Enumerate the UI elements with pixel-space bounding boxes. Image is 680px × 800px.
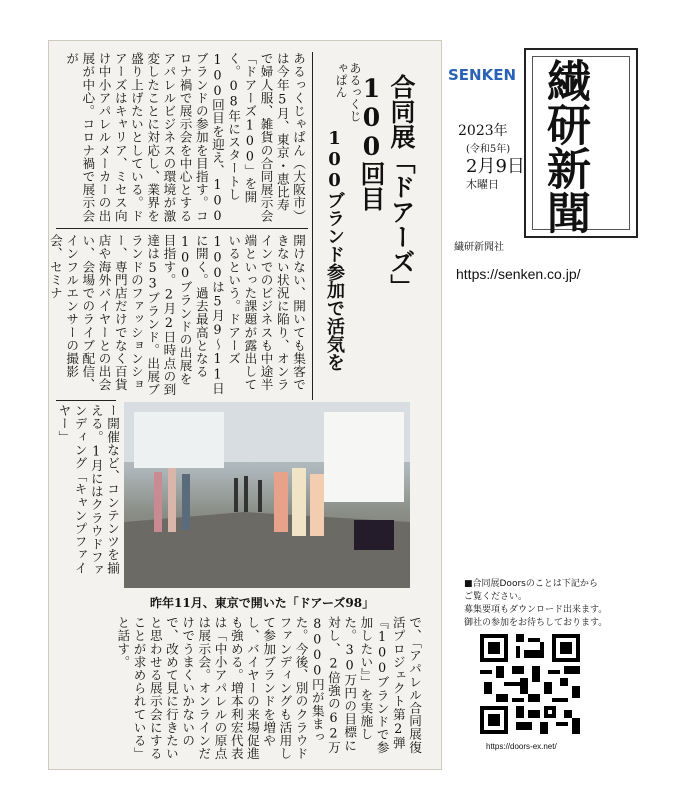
issue-weekday: 木曜日 (466, 178, 499, 191)
tier-divider (56, 228, 308, 229)
article-headline: 合同展「ドアーズ」100回目 (357, 74, 416, 299)
issue-year: 2023年 (458, 123, 508, 139)
senken-url-link[interactable]: https://senken.co.jp/ (456, 266, 581, 282)
doors-notice (464, 578, 654, 630)
qr-code-icon[interactable] (480, 634, 580, 734)
column-divider-left (56, 400, 116, 401)
publisher-name: 繊研新聞社 (454, 242, 504, 253)
notice-line: ご覧ください。 (464, 592, 528, 602)
article-kicker: あるっくじゃぱん (334, 62, 362, 122)
article-body-upper-right: 開けない、開いても集客できない状況に陥り、オンラインでのビジネスも中途半端といった課題が露出しているという。ドアーズ100は5月9〜11日に開く。過去最高となる100ブランドの出展を目指す。2月2日時点の到達は53ブランド。出展ブランドのファッションショー、専門店だけでなく百貨店や海外バイヤーとの出会い、会場でのライブ配信、インフルエンサーの撮影会、セミナ (47, 234, 306, 397)
notice-line: 募集要項もダウンロード出来ます。 (464, 605, 608, 615)
notice-line: 御社の参加をお待ちしております。 (464, 618, 608, 628)
article-body-bottom: で、「アパレル合同展復活プロジェクト第2弾『100ブランドで参加したい』」を実施した。30万円の目標に対し、2倍強の62万8000円が集まった。今後、別のクラウドファンディングも活用して参加ブランドを増やし、バイヤーの来場促進も強める。増本利宏代表は「中小アパレルの原点は展示会。オンラインだけでうまくいかないので、改めて見に行きたいと思わせる展示会にすることが求められている」と話す。 (115, 616, 422, 761)
article-subheadline: 100ブランド参加で活気を (324, 128, 345, 371)
article-body-left-column: ー開催など、コンテンツを揃える。1月にはクラウドファンディング「キャンプファイヤー」 (56, 404, 120, 577)
senken-logo: SENKEN (448, 66, 517, 84)
exhibition-photo (124, 402, 410, 588)
issue-date: 2月9日 (466, 156, 525, 177)
masthead-title: 繊研新聞 (539, 58, 590, 234)
issue-era-year: (令和5年) (466, 144, 511, 155)
article-body-top: あるっくじゃぱん（大阪市）は今年5月、東京・恵比寿で婦人服、雑貨の合同展示会「ドアーズ100」を開く。08年にスタートし100回目を迎え、100ブランドの参加を目指す。コロナ禍で展示会を中心とするアパレルビジネスの環境が激変したことに対応し、業界を盛り上げたいとしている。ドアーズはキャリア、ミセス向け中小アパレルメーカーの出展が中心。コロナ禍で展示会が (64, 52, 306, 224)
column-divider (312, 52, 313, 400)
exhibition-photo-illustration (124, 402, 410, 588)
masthead-box (524, 48, 638, 238)
doors-url-link[interactable]: https://doors-ex.net/ (486, 742, 557, 751)
photo-caption: 昨年11月、東京で開いた「ドアーズ98」 (150, 596, 375, 610)
notice-line: ■合同展Doorsのことは下記から (464, 579, 598, 589)
